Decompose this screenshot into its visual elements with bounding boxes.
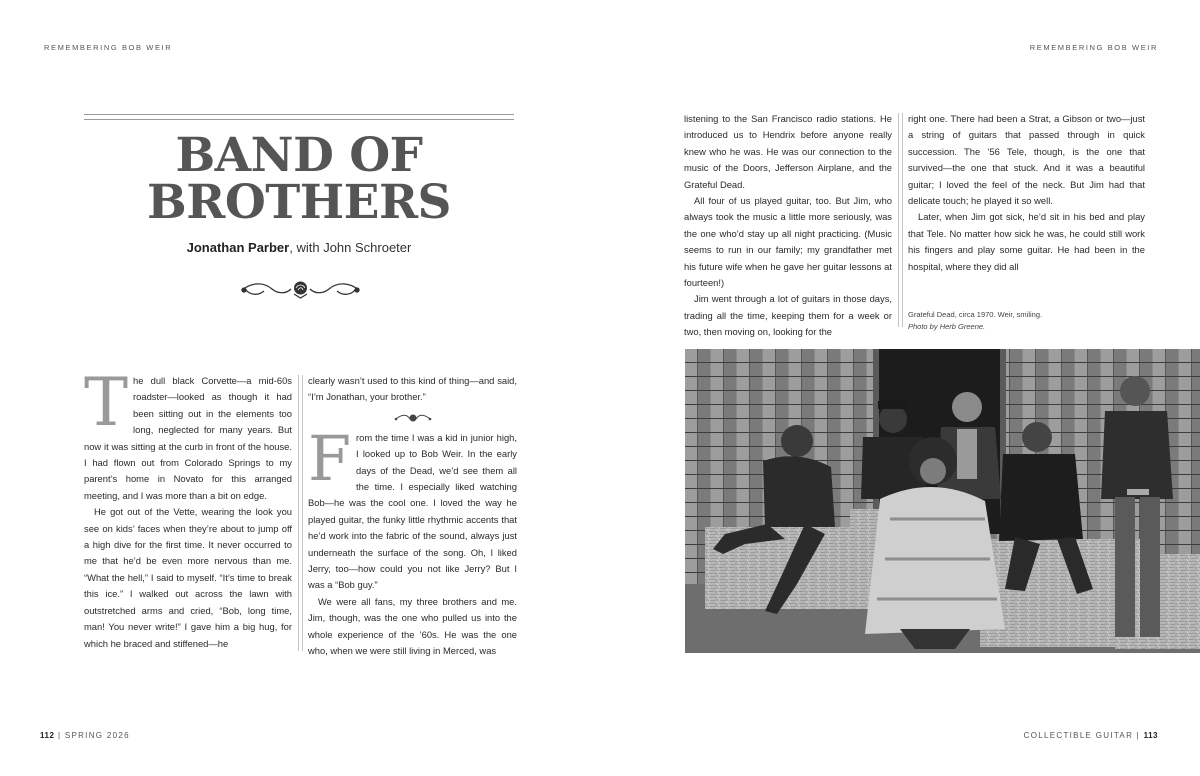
text-column-3 <box>684 111 892 341</box>
caption-text: Grateful Dead, circa 1970. Weir, smiling. <box>908 310 1043 319</box>
byline <box>84 240 514 255</box>
paragraph: From the time I was a kid in junior high, I looked up to Bob Weir. In the early days of the Dead, we’d see them all the time. I especially liked watching Bob—he was the cool one. I loved the way he played guitar, the funky little rhythmic accents that he’d work into the fabric of the sound, always just underneath the surface of the song. Oh, I liked Jerry, too—how could you not like Jerry? But I was a “Bob guy.” <box>308 421 517 591</box>
running-head-right: REMEMBERING BOB WEIR <box>1029 43 1158 52</box>
drop-cap: F <box>308 421 352 495</box>
magazine-name: COLLECTIBLE GUITAR | <box>1023 731 1141 740</box>
footer-right <box>1024 731 1158 740</box>
title-line-1: BAND OF <box>175 128 423 183</box>
text-column-1 <box>84 364 292 652</box>
title-line-2: BROTHERS <box>147 175 451 230</box>
text-column-4 <box>908 111 1145 275</box>
article-title <box>84 128 514 230</box>
photo-caption <box>908 309 1148 333</box>
page-number-right: 113 <box>1143 731 1158 740</box>
paragraph: All four of us played guitar, too. But Jim, who always took the music a little more seriously, was the one who’d stay up all night practicing. (Music seems to run in our family; my grandfather met his future wife when he gave her guitar lessons at fourteen!) <box>684 195 892 289</box>
rose-flourish-icon <box>238 278 363 300</box>
paragraph: He got out of the Vette, wearing the look you see on kids’ faces when they’re about to jump off a high dive for the first time. It never occurred to me that he’d be even more nervous than me. “What the hell,” I said to myself. “It’s time to break this ice.” I walked out across the lawn with outstretched arms and cried, “Bob, long time, man! You never write!” I gave him a big hug, for which he braced and stiffened—he <box>84 506 292 649</box>
photo-credit: Photo by Herb Greene. <box>908 322 986 331</box>
paragraph: listening to the San Francisco radio stations. He introduced us to Hendrix before anyone really knew who he was. He was our connection to the music of the Doors, Jefferson Airplane, and the Grateful Dead. <box>684 113 892 190</box>
paragraph: right one. There had been a Strat, a Gibson or two—just a string of guitars that passed through in quick succession. The ’56 Tele, though, is the one that survived—the one that stuck. And it was a beautiful guitar; I loved the feel of the neck. But Jim had that delicate touch; he played it so well. <box>908 113 1145 207</box>
column-divider <box>898 113 903 327</box>
column-divider <box>298 375 303 651</box>
author-name: Jonathan Parber <box>186 240 290 255</box>
drop-cap: T <box>84 364 129 441</box>
paragraph: Later, when Jim got sick, he’d sit in his bed and play that Tele. No matter how sick he was, he could still work his fingers and play some guitar. He had been in the hospital, where they did all <box>908 211 1145 272</box>
band-photo <box>685 349 1200 653</box>
paragraph: The dull black Corvette—a mid-60s roadster—looked as though it had been sitting out in the elements too long, neglected for many years. But now it was sitting at the curb in front of the house. I had flown out from Colorado Springs to my parent’s home in Novato for this arranged meeting, and I was more than a bit on edge. <box>84 364 292 501</box>
paragraph: clearly wasn’t used to this kind of thing—and said, “I’m Jonathan, your brother.” <box>308 375 517 403</box>
running-head-left: REMEMBERING BOB WEIR <box>44 43 173 52</box>
footer-left <box>40 731 130 740</box>
small-flourish-icon <box>393 406 433 430</box>
page-number-left: 112 <box>40 731 55 740</box>
paragraph: We were all fans, my three brothers and me. Jim, though, was the one who pulled us into the whole experience of the ’60s. He was the one who, when we were still living in Merced, was <box>308 595 517 657</box>
co-author: , with John Schroeter <box>289 240 412 255</box>
title-top-rule <box>84 114 514 120</box>
issue-label: | SPRING 2026 <box>57 731 130 740</box>
paragraph: Jim went through a lot of guitars in those days, trading all the time, keeping them for a week or two, then moving on, looking for the <box>684 293 892 338</box>
text-column-2 <box>308 373 517 660</box>
